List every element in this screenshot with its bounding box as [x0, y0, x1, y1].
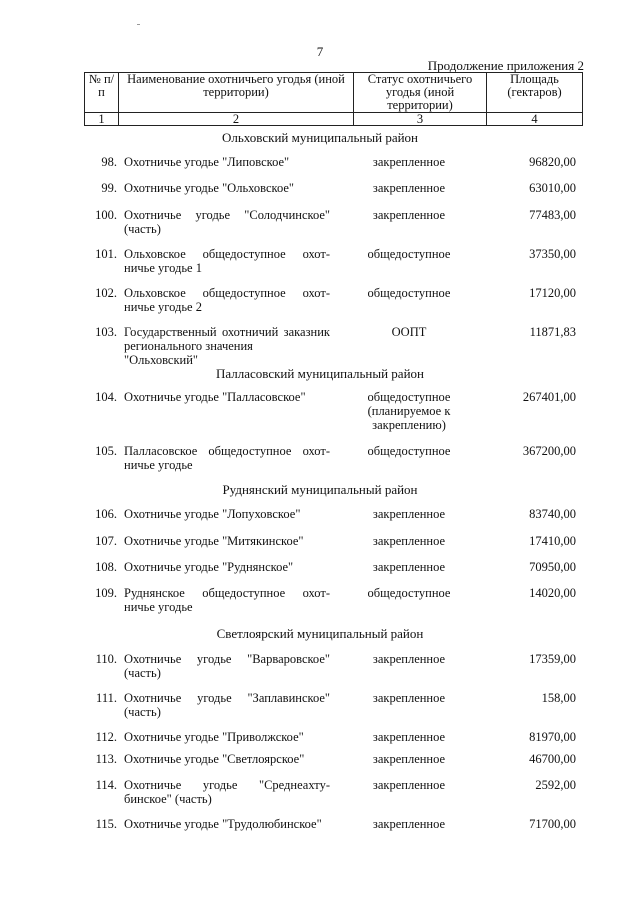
row-name-line-1: Охотничье угодье "Варваровское" — [124, 652, 330, 666]
row-area: 17120,00 — [529, 286, 576, 300]
row-status: закрепленное — [372, 817, 446, 831]
row-number: 104. — [95, 390, 117, 404]
row-area: 158,00 — [541, 691, 576, 705]
row-area: 77483,00 — [529, 208, 576, 222]
row-area: 70950,00 — [529, 560, 576, 574]
row-number: 110. — [95, 652, 117, 666]
header-area: Площадь (гектаров) — [487, 73, 583, 113]
row-number: 114. — [95, 778, 117, 792]
row-status: закрепленное — [372, 691, 446, 705]
row-area: 63010,00 — [529, 181, 576, 195]
row-number: 98. — [101, 155, 117, 169]
row-status: общедоступное — [367, 286, 451, 300]
page-number: 7 — [316, 44, 324, 59]
row-number: 100. — [95, 208, 117, 222]
row-area: 2592,00 — [535, 778, 576, 792]
row-name-line-2: (часть) — [124, 222, 161, 236]
row-status: закрепленное — [372, 730, 446, 744]
scan-speck — [137, 24, 140, 25]
row-name — [124, 507, 330, 521]
row-status: закрепленное — [372, 752, 446, 766]
row-status: ООПТ — [391, 325, 427, 339]
row-number: 105. — [95, 444, 117, 458]
row-name — [124, 817, 330, 831]
row-number: 101. — [95, 247, 117, 261]
row-name — [124, 778, 330, 806]
row-name-line-1: Охотничье угодье "Руднянское" — [124, 560, 294, 574]
row-status: закрепленное — [372, 181, 446, 195]
row-number: 108. — [95, 560, 117, 574]
row-name-line-2: регионального значения "Ольховский" — [124, 339, 253, 367]
row-area: 71700,00 — [529, 817, 576, 831]
section-title: Руднянский муниципальный район — [222, 482, 418, 497]
header-number: № п/п — [85, 73, 119, 113]
row-name-line-1: Руднянское общедоступное охот- — [124, 586, 330, 600]
row-name-line-2: бинское" (часть) — [124, 792, 212, 806]
row-area: 46700,00 — [529, 752, 576, 766]
row-name-line-1: Охотничье угодье "Приволжское" — [124, 730, 304, 744]
row-name — [124, 155, 330, 169]
section-title: Палласовский муниципальный район — [216, 366, 424, 381]
table-header — [84, 72, 583, 126]
row-number: 103. — [95, 325, 117, 339]
row-area: 14020,00 — [529, 586, 576, 600]
row-name — [124, 730, 330, 744]
row-number: 99. — [101, 181, 117, 195]
row-name-line-1: Палласовское общедоступное охот- — [124, 444, 330, 458]
row-status: закрепленное — [372, 534, 446, 548]
row-area: 37350,00 — [529, 247, 576, 261]
row-number: 102. — [95, 286, 117, 300]
row-name — [124, 691, 330, 719]
row-number: 113. — [95, 752, 117, 766]
row-name-line-1: Охотничье угодье "Лопуховское" — [124, 507, 301, 521]
row-name-line-1: Охотничье угодье "Трудолюбинское" — [124, 817, 322, 831]
row-name-line-1: Охотничье угодье "Палласовское" — [124, 390, 306, 404]
row-number: 107. — [95, 534, 117, 548]
header-colnum-4: 4 — [487, 113, 583, 126]
row-status: общедоступное (планируемое к закреплению) — [367, 390, 451, 432]
section-title: Ольховский муниципальный район — [221, 130, 418, 145]
row-name-line-2: ничье угодье 2 — [124, 300, 202, 314]
row-status: общедоступное — [367, 444, 451, 458]
row-name — [124, 247, 330, 275]
row-name — [124, 181, 330, 195]
row-name-line-1: Ольховское общедоступное охот- — [124, 247, 330, 261]
section-title: Светлоярский муниципальный район — [216, 626, 424, 641]
row-area: 83740,00 — [529, 507, 576, 521]
row-name — [124, 586, 330, 614]
row-area: 267401,00 — [522, 390, 576, 404]
row-name-line-1: Ольховское общедоступное охот- — [124, 286, 330, 300]
row-name-line-1: Государственный охотничий заказник — [124, 325, 330, 339]
row-name — [124, 444, 330, 472]
row-name-line-1: Охотничье угодье "Солодчинское" — [124, 208, 330, 222]
row-area: 367200,00 — [522, 444, 576, 458]
row-name-line-1: Охотничье угодье "Среднеахту- — [124, 778, 330, 792]
row-area: 11871,83 — [529, 325, 576, 339]
row-area: 17359,00 — [529, 652, 576, 666]
row-name — [124, 208, 330, 236]
row-name-line-1: Охотничье угодье "Заплавинское" — [124, 691, 330, 705]
row-name — [124, 325, 330, 367]
row-number: 109. — [95, 586, 117, 600]
row-name — [124, 652, 330, 680]
row-status: общедоступное — [367, 247, 451, 261]
row-status: закрепленное — [372, 652, 446, 666]
row-number: 111. — [96, 691, 117, 705]
row-area: 81970,00 — [529, 730, 576, 744]
row-name — [124, 390, 330, 404]
header-colnum-1: 1 — [85, 113, 119, 126]
row-name-line-2: ничье угодье — [124, 458, 193, 472]
row-number: 112. — [95, 730, 117, 744]
header-name: Наименование охотничьего угодья (иной территории) — [119, 73, 354, 113]
row-name-line-1: Охотничье угодье "Ольховское" — [124, 181, 295, 195]
row-name-line-1: Охотничье угодье "Липовское" — [124, 155, 290, 169]
header-status: Статус охотничьего угодья (иной территории) — [354, 73, 487, 113]
row-status: закрепленное — [372, 507, 446, 521]
header-colnum-2: 2 — [119, 113, 354, 126]
row-area: 96820,00 — [529, 155, 576, 169]
row-area: 17410,00 — [529, 534, 576, 548]
row-name — [124, 752, 330, 766]
row-name-line-1: Охотничье угодье "Митякинское" — [124, 534, 304, 548]
continuation-note: Продолжение приложения 2 — [427, 58, 584, 73]
row-name — [124, 560, 330, 574]
row-status: закрепленное — [372, 208, 446, 222]
row-status: закрепленное — [372, 560, 446, 574]
row-name — [124, 286, 330, 314]
row-name-line-2: (часть) — [124, 705, 161, 719]
row-name-line-2: ничье угодье 1 — [124, 261, 202, 275]
row-number: 115. — [95, 817, 117, 831]
header-colnum-3: 3 — [354, 113, 487, 126]
row-name — [124, 534, 330, 548]
row-name-line-1: Охотничье угодье "Светлоярское" — [124, 752, 305, 766]
row-status: общедоступное — [367, 586, 451, 600]
row-status: закрепленное — [372, 155, 446, 169]
row-number: 106. — [95, 507, 117, 521]
row-name-line-2: ничье угодье — [124, 600, 193, 614]
row-name-line-2: (часть) — [124, 666, 161, 680]
row-status: закрепленное — [372, 778, 446, 792]
